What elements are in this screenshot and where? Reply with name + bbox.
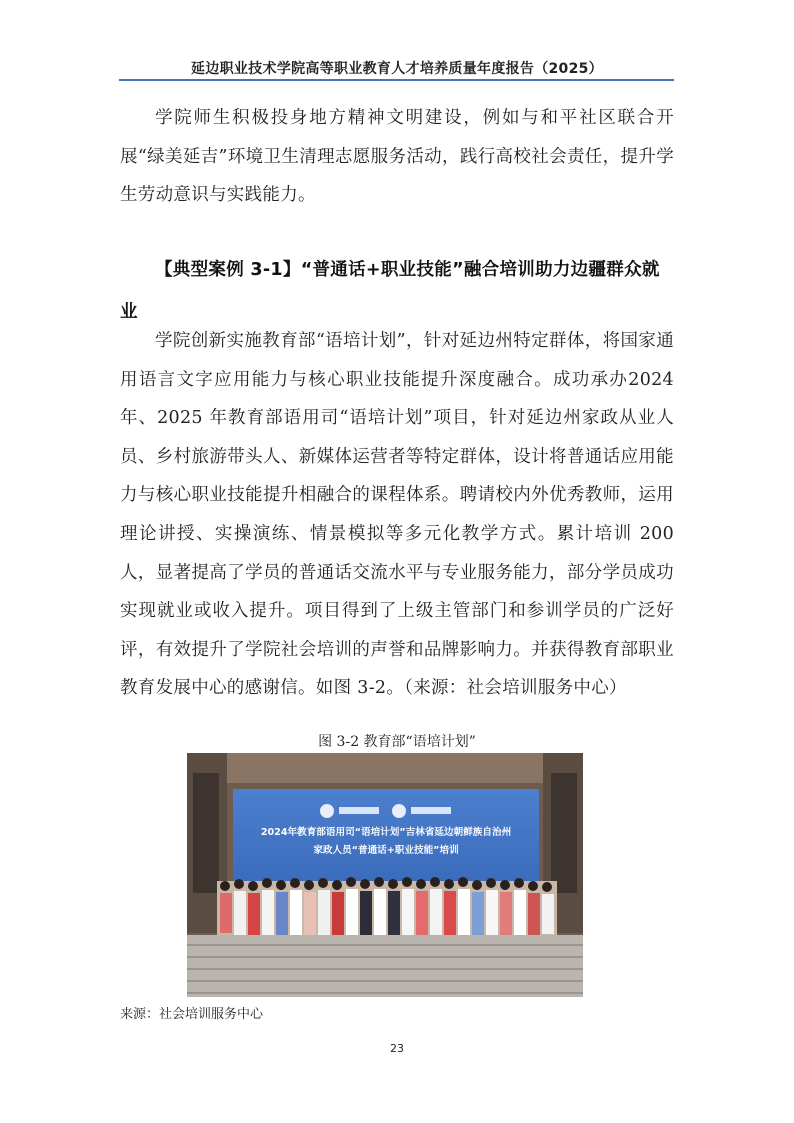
banner-text-line-1: 2024年教育部语用司“语培计划”吉林省延边朝鲜族自治州 xyxy=(260,827,512,838)
report-header-title: 延边职业技术学院高等职业教育人才培养质量年度报告（2025） xyxy=(191,61,603,77)
case-heading: 【典型案例 3-1】“普通话+职业技能”融合培训助力边疆群众就业 xyxy=(120,260,660,322)
paragraph-volunteer-activity: 学院师生积极投身地方精神文明建设，例如与和平社区联合开展“绿美延吉”环境卫生清理志愿服务活动，践行高校社会责任，提升学生劳动意识与实践能力。 xyxy=(120,108,674,206)
page-number: 23 xyxy=(390,1042,404,1055)
figure-source-note: 来源：社会培训服务中心 xyxy=(120,1007,264,1022)
group-photo xyxy=(187,753,583,997)
header-divider xyxy=(119,79,674,81)
banner-text-line-2: 家政人员“普通话+职业技能”培训 xyxy=(313,845,459,856)
banner-logo-icon xyxy=(392,804,406,818)
paragraph-case-description: 学院创新实施教育部“语培计划”，针对延边州特定群体，将国家通用语言文字应用能力与核心职业技能提升深度融合。成功承办2024 年、2025 年教育部语用司“语培计划”项目，针对延边州家政从业人员、乡村旅游带头人、新媒体运营者等特定群体，设计将普通话应用能力与核心职业技能提升相融合的课程体系。聘请校内外优秀教师，运用理论讲授、实操演练、情景模拟等多元化教学方式。累计培训 200 人，显著提高了学员的普通话交流水平与专业服务能力，部分学员成功实现就业或收入提升。项目得到了上级主管部门和参训学员的广泛好评，有效提升了学院社会培训的声誉和品牌影响力。并获得教育部职业教育发展中心的感谢信。如图 3-2。（来源：社会培训服务中心） xyxy=(120,331,674,699)
banner-logo-icon xyxy=(320,804,334,818)
figure-caption: 图 3-2 教育部“语培计划” xyxy=(318,734,476,750)
